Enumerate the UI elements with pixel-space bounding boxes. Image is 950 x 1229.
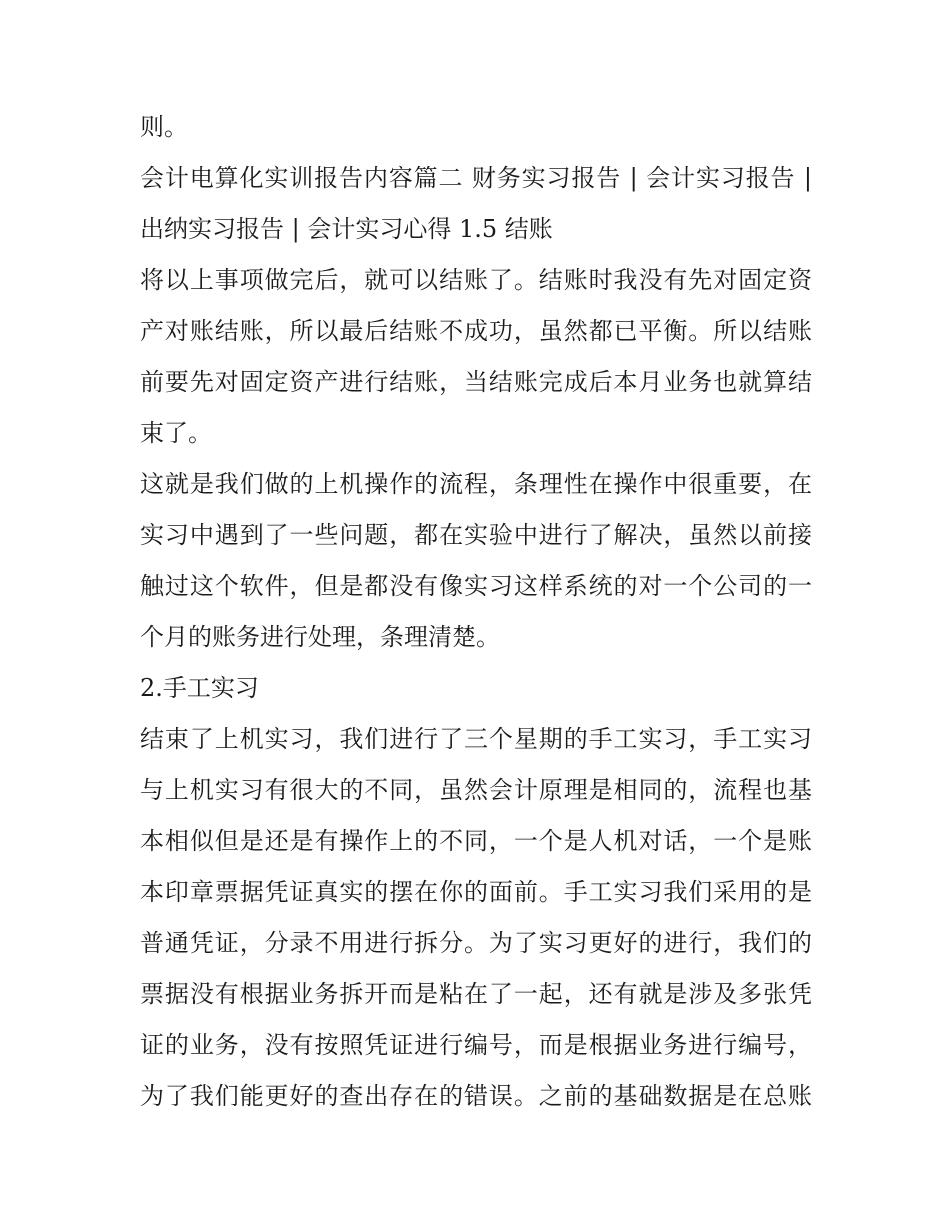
text-line: 产对账结账，所以最后结账不成功，虽然都已平衡。所以结账 [140,317,812,345]
text-line: 束了。 [140,419,212,447]
paragraph-section-heading [140,153,812,255]
text-line: 与上机实习有很大的不同，虽然会计原理是相同的，流程也基 [140,776,812,804]
text-line: 会计电算化实训报告内容篇二 财务实习报告 | 会计实习报告 | [140,164,812,192]
text-line: 普通凭证，分录不用进行拆分。为了实习更好的进行，我们的 [140,929,812,957]
paragraph-closing-accounts [140,255,812,459]
subheading-manual-practice [140,663,812,714]
text-line: 实习中遇到了一些问题，都在实验中进行了解决，虽然以前接 [140,521,812,549]
text-line: 本相似但是还是有操作上的不同，一个是人机对话，一个是账 [140,827,812,855]
text-line: 前要先对固定资产进行结账，当结账完成后本月业务也就算结 [140,368,812,396]
text-line: 触过这个软件，但是都没有像实习这样系统的对一个公司的一 [140,572,812,600]
text-line: 个月的账务进行处理，条理清楚。 [140,623,500,651]
text-line: 结束了上机实习，我们进行了三个星期的手工实习，手工实习 [140,725,812,753]
text-line: 2.手工实习 [140,674,259,702]
paragraph-manual-practice [140,714,812,1122]
text-line: 票据没有根据业务拆开而是粘在了一起，还有就是涉及多张凭 [140,980,812,1008]
paragraph-process-summary [140,459,812,663]
text-line: 为了我们能更好的查出存在的错误。之前的基础数据是在总账 [140,1082,812,1110]
text-line: 出纳实习报告 | 会计实习心得 1.5 结账 [140,215,553,243]
text-line: 本印章票据凭证真实的摆在你的面前。手工实习我们采用的是 [140,878,812,906]
document-body [140,102,812,1122]
text-line: 则。 [140,113,188,141]
paragraph-closing-fragment [140,102,812,153]
text-line: 这就是我们做的上机操作的流程，条理性在操作中很重要，在 [140,470,812,498]
text-line: 证的业务，没有按照凭证进行编号，而是根据业务进行编号， [140,1031,812,1059]
text-line: 将以上事项做完后，就可以结账了。结账时我没有先对固定资 [140,266,812,294]
